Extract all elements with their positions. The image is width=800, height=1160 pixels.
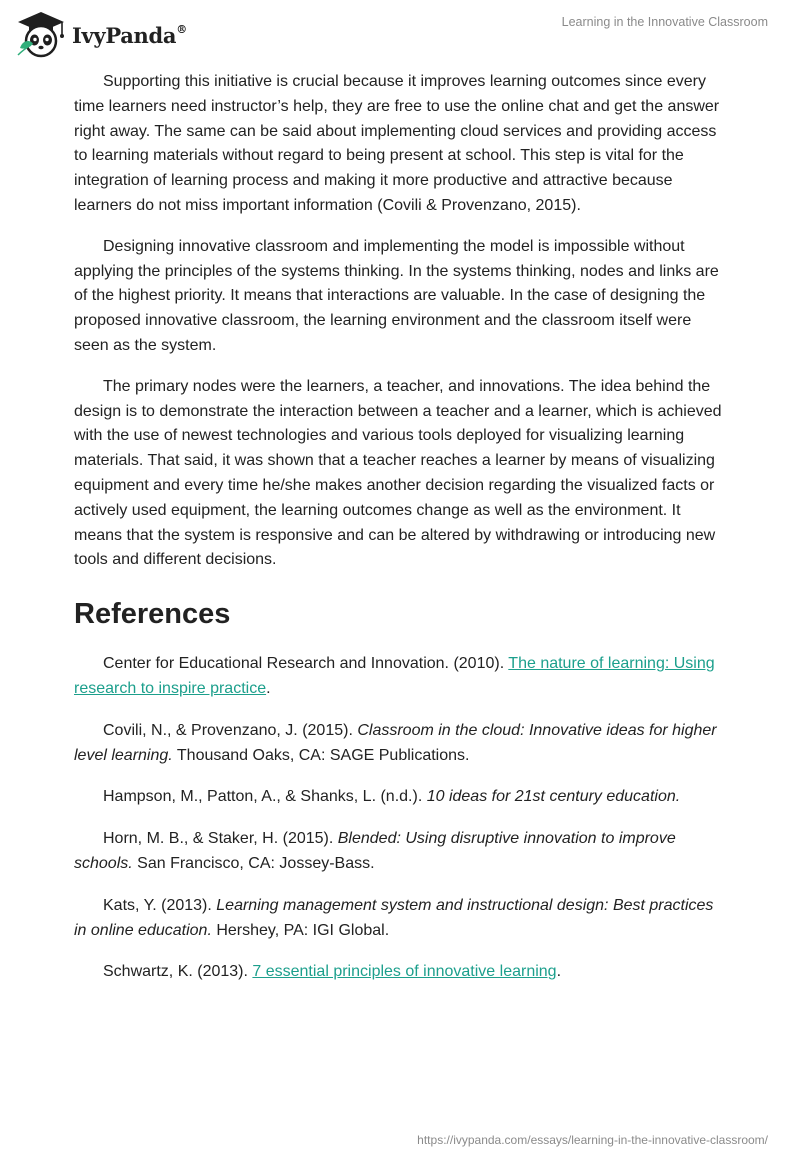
reference-item: Kats, Y. (2013). Learning management system and instructional design: Best practices in online education. Hershey, PA: IGI Global. <box>74 896 714 939</box>
reference-item: Horn, M. B., & Staker, H. (2015). Blended: Using disruptive innovation to improve schools. San Francisco, CA: Jossey-Bass. <box>74 830 676 872</box>
body-paragraph: Designing innovative classroom and implementing the model is impossible without applying the principles of the systems thinking. In the systems thinking, nodes and links are of the highest priority. It means that interactions are valuable. In the case of designing the proposed innovative classroom, the learning environment and the classroom itself were seen as the system. <box>74 237 719 354</box>
running-title: Learning in the Innovative Classroom <box>561 15 768 29</box>
reference-item: Covili, N., & Provenzano, J. (2015). Classroom in the cloud: Innovative ideas for higher level learning. Thousand Oaks, CA: SAGE Publications. <box>74 721 717 764</box>
page-header <box>0 0 800 60</box>
footer-url: https://ivypanda.com/essays/learning-in-the-innovative-classroom/ <box>417 1133 768 1147</box>
references-heading: References <box>74 598 231 631</box>
reference-title: 10 ideas for 21st century education. <box>426 788 681 806</box>
body-paragraph: Supporting this initiative is crucial because it improves learning outcomes since every time learners need instructor’s help, they are free to use the online chat and get the answer right away. The same can be said about implementing cloud services and providing access to learning materials without regard to being present at school. This step is vital for the integration of learning process and making it more productive and attractive because learners do not miss important information (Covili & Provenzano, 2015). <box>74 73 720 214</box>
brand-logo[interactable] <box>14 8 187 58</box>
essay-content <box>74 70 724 1002</box>
reference-link[interactable]: The nature of learning: Using research to inspire practice <box>74 655 715 697</box>
panda-graduation-cap-icon <box>14 8 68 58</box>
reference-link[interactable]: 7 essential principles of innovative learning <box>252 963 557 981</box>
reference-title: Learning management system and instructional design: Best practices in online education. <box>74 896 714 939</box>
reference-title: Classroom in the cloud: Innovative ideas for higher level learning. <box>74 721 717 764</box>
body-paragraph: The primary nodes were the learners, a teacher, and innovations. The idea behind the design is to demonstrate the interaction between a teacher and a learner, which is achieved with the use of newest technologies and various tools deployed for visualizing learning materials. That said, it was shown that a teacher reaches a learner by means of visualizing equipment and every time he/she makes another decision regarding the visualized facts or actively used equipment, the learning outcomes change as well as the environment. It means that the system is responsive and can be altered by withdrawing or introducing new tools and different decisions. <box>74 377 722 569</box>
reference-item: Hampson, M., Patton, A., & Shanks, L. (n.d.). 10 ideas for 21st century education. <box>103 788 681 806</box>
reference-item: Schwartz, K. (2013). 7 essential principles of innovative learning. <box>103 963 562 981</box>
reference-item: Center for Educational Research and Innovation. (2010). The nature of learning: Using research to inspire practice. <box>74 655 715 697</box>
reference-title: Blended: Using disruptive innovation to improve schools. <box>74 830 676 872</box>
brand-name: IvyPanda® <box>72 22 187 48</box>
